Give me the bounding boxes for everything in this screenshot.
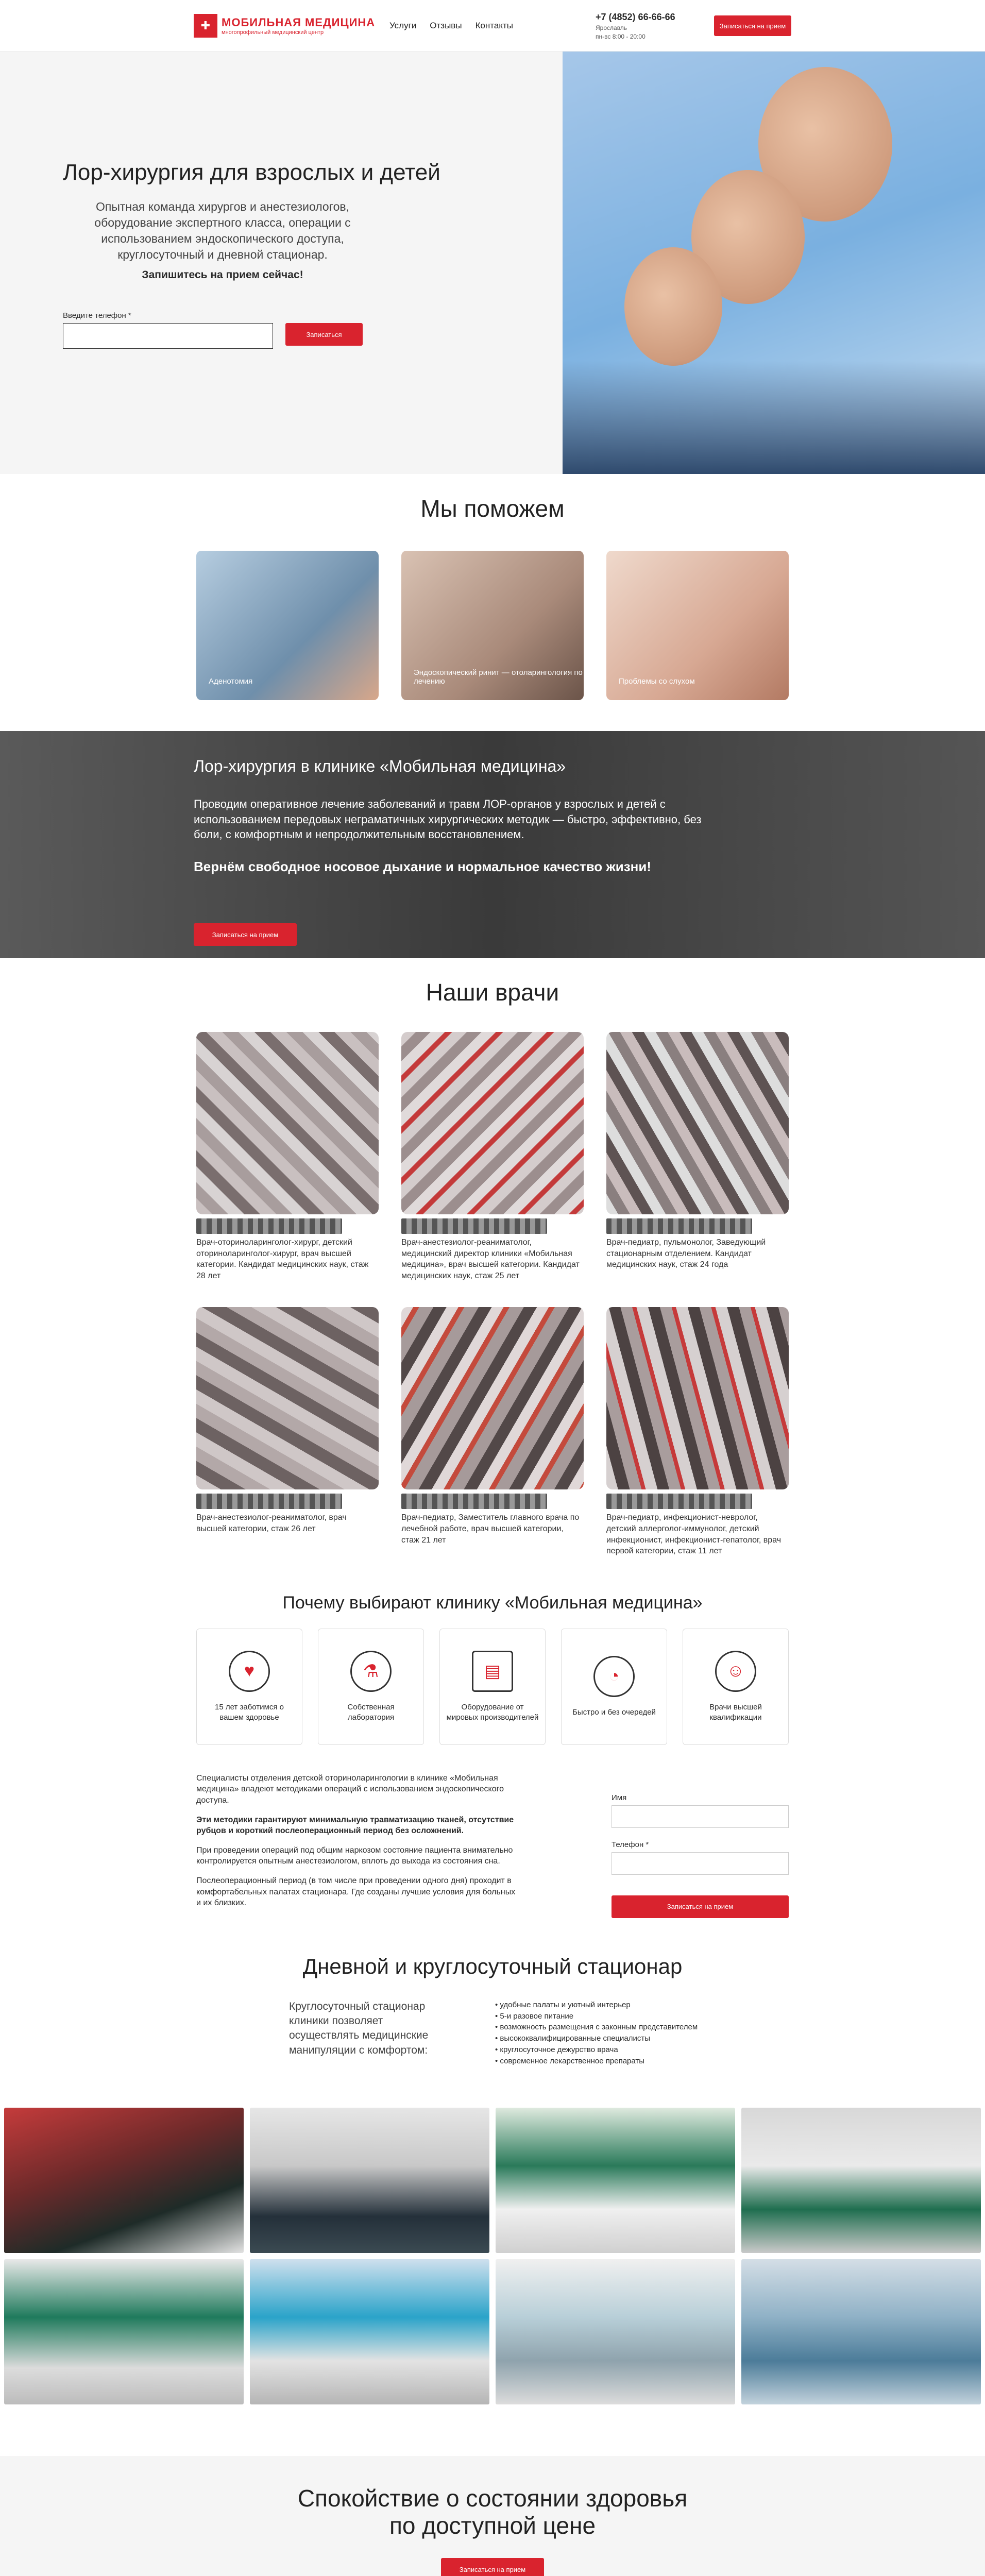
hero-section (0, 52, 985, 474)
doctor-photo (606, 1032, 789, 1214)
doctor-card[interactable] (196, 1307, 379, 1556)
help-card-label: Эндоскопический ринит — отоларингология по лечению (414, 668, 583, 686)
doctor-card[interactable] (606, 1307, 789, 1556)
logo-text: МОБИЛЬНАЯ МЕДИЦИНА (222, 16, 376, 29)
why-card-label: Собственная лаборатория (347, 1702, 395, 1722)
gallery-photo[interactable] (4, 2108, 244, 2253)
list-item: • удобные палаты и уютный интерьер (495, 1999, 698, 2011)
hero-lead: Опытная команда хирургов и анестезиологов, оборудование экспертного класса, операции с использованием эндоскопического доступа, круглосуточный и дневной стационар. (94, 200, 351, 262)
phone-label: Телефон * (612, 1840, 649, 1849)
prices-section (0, 2456, 985, 2576)
help-card-adenotomy[interactable] (196, 551, 379, 700)
gallery-photo[interactable] (250, 2108, 489, 2253)
site-header (0, 0, 985, 52)
why-card-equipment (439, 1629, 546, 1745)
gallery-photo[interactable] (496, 2259, 735, 2404)
doctor-card[interactable] (196, 1032, 379, 1281)
stationary-section (0, 1934, 985, 2426)
header-contacts (596, 11, 714, 41)
doctor-photo (401, 1307, 584, 1489)
surgery-title: Лор-хирургия в клинике «Мобильная медицина» (194, 757, 566, 775)
help-section (0, 474, 985, 731)
why-paragraph: При проведении операций под общим наркозом состояние пациента внимательно контролируется опытным анестезиологом, вплоть до выхода из состояния сна. (196, 1845, 513, 1866)
why-section (0, 1578, 985, 1934)
why-paragraph: Эти методики гарантируют минимальную травматизацию тканей, отсутствие рубцов и короткий послеоперационный период без осложнений. (196, 1815, 514, 1836)
why-card-doctors (683, 1629, 789, 1745)
help-card-hearing[interactable] (606, 551, 789, 700)
why-appointment-form (612, 1773, 789, 1918)
microscope-icon: ⚗ (350, 1651, 392, 1692)
list-item: • современное лекарственное препараты (495, 2056, 698, 2067)
stopwatch-icon: ◔ (593, 1656, 635, 1697)
doctor-desc: Врач-педиатр, инфекционист-невролог, детский аллерголог-иммунолог, детский инфекционист, инфекционист-гепатолог, врач первой категории, стаж 11 лет (606, 1513, 782, 1556)
hero-title: Лор-хирургия для взрослых и детей (63, 160, 440, 185)
help-title: Мы поможем (420, 495, 565, 522)
monitor-icon: ▤ (472, 1651, 513, 1692)
why-card-label: Оборудование от мировых производителей (446, 1702, 539, 1722)
doctor-name-blurred (401, 1218, 547, 1234)
stationary-lead: Круглосуточный стационар клиники позволяет осуществлять медицинские манипуляции с комфортом: (289, 2000, 429, 2056)
doctor-name-blurred (606, 1218, 752, 1234)
doctor-desc: Врач-анестезиолог-реаниматолог, медицинский директор клиники «Мобильная медицина», врач высшей категории. Кандидат медицинских наук, стаж 25 лет (401, 1238, 580, 1280)
phone-field[interactable] (612, 1852, 789, 1875)
surgery-bold-text: Вернём свободное носовое дыхание и нормальное качество жизни! (194, 859, 651, 875)
gallery-photo[interactable] (4, 2259, 244, 2404)
list-item: • 5-и разовое питание (495, 2011, 698, 2022)
doctor-card[interactable] (401, 1307, 584, 1556)
why-submit-button[interactable]: Записаться на прием (612, 1895, 789, 1918)
header-phone[interactable]: +7 (4852) 66-66-66 (596, 11, 675, 22)
doctor-desc: Врач-педиатр, Заместитель главного врача по лечебной работе, врач высшей категории, стаж 21 лет (401, 1513, 580, 1545)
logo[interactable] (194, 14, 389, 38)
doctor-photo (196, 1307, 379, 1489)
doctor-photo (401, 1032, 584, 1214)
list-item: • высококвалифицированные специалисты (495, 2033, 698, 2044)
gallery-photo[interactable] (741, 2108, 981, 2253)
doctor-name-blurred (401, 1494, 547, 1509)
stationary-list (495, 1999, 698, 2067)
gallery-photo[interactable] (250, 2259, 489, 2404)
why-paragraph: Специалисты отделения детской оториноларингологии в клинике «Мобильная медицина» владеют методиками операций с использованием эндоскопического доступа. (196, 1773, 504, 1805)
why-card-years (196, 1629, 302, 1745)
why-title: Почему выбирают клинику «Мобильная медицина» (282, 1592, 703, 1613)
surgery-text: Проводим оперативное лечение заболеваний и травм ЛОР-органов у взрослых и детей с использованием передовых неграматичных хирургических методик — быстро, эффективно, без боли, с комфортным и непродолжительным восстановлением. (194, 798, 702, 841)
hero-cta-text: Запишитесь на прием сейчас! (142, 269, 303, 281)
why-card-label: Врачи высшей квалификации (709, 1702, 762, 1722)
doctor-photo (196, 1032, 379, 1214)
surgery-appointment-button[interactable]: Записаться на прием (194, 923, 297, 946)
doctor-name-blurred (196, 1494, 342, 1509)
gallery-photo[interactable] (741, 2259, 981, 2404)
doctors-title: Наши врачи (426, 979, 559, 1006)
why-paragraph: Послеоперационный период (в том числе при проведении одного дня) проходит в комфортабельных палатах стационара. Где созданы лучшие условия для больных и их близких. (196, 1876, 516, 1908)
logo-cross-icon: ✚ (194, 14, 217, 38)
header-hours: пн-вс 8:00 - 20:00 (596, 32, 646, 40)
main-nav (389, 21, 596, 31)
doctor-card[interactable] (401, 1032, 584, 1281)
surgery-banner (0, 731, 985, 958)
why-card-fast (561, 1629, 667, 1745)
help-card-label: Проблемы со слухом (619, 677, 695, 686)
doctor-name-blurred (196, 1218, 342, 1234)
help-card-rhinitis[interactable] (401, 551, 584, 700)
nav-item-reviews[interactable]: Отзывы (430, 21, 462, 30)
list-item: • круглосуточное дежурство врача (495, 2044, 698, 2056)
stationary-title: Дневной и круглосуточный стационар (302, 1954, 683, 1978)
prices-top-appointment-button[interactable]: Записаться на прием (441, 2558, 544, 2576)
why-card-label: 15 лет заботимся о вашем здоровье (214, 1702, 284, 1722)
doctor-card[interactable] (606, 1032, 789, 1281)
hero-phone-input[interactable] (63, 323, 273, 349)
doctor-desc: Врач-педиатр, пульмонолог, Заведующий стационарным отделением. Кандидат медицинских наук, стаж 24 года (606, 1238, 766, 1269)
gallery-photo[interactable] (496, 2108, 735, 2253)
doctor-icon: ☺ (715, 1651, 756, 1692)
header-address: Ярославль (596, 24, 627, 31)
hero-phone-label: Введите телефон * (63, 311, 131, 320)
hero-submit-button[interactable]: Записаться (285, 323, 363, 346)
prices-title: Спокойствие о состоянии здоровья по доступной цене (297, 2485, 688, 2539)
doctor-photo (606, 1307, 789, 1489)
doctor-desc: Врач-анестезиолог-реаниматолог, врач высшей категории, стаж 26 лет (196, 1513, 347, 1533)
name-field[interactable] (612, 1805, 789, 1828)
hero-photo (563, 52, 985, 474)
doctor-desc: Врач-оториноларинголог-хирург, детский оториноларинголог-хирург, врач высшей категории. Кандидат медицинских наук, стаж 28 лет (196, 1238, 369, 1280)
doctor-name-blurred (606, 1494, 752, 1509)
heart-hands-icon: ♥ (229, 1651, 270, 1692)
why-card-lab (318, 1629, 424, 1745)
header-appointment-button[interactable]: Записаться на прием (714, 15, 791, 36)
nav-item-contacts[interactable]: Контакты (475, 21, 513, 30)
name-label: Имя (612, 1793, 627, 1802)
help-card-label: Аденотомия (209, 677, 253, 686)
list-item: • возможность размещения с законным представителем (495, 2022, 698, 2033)
doctors-section (0, 958, 985, 1578)
nav-item-services[interactable]: Услуги (389, 21, 417, 30)
logo-subtitle: многопрофильный медицинский центр (222, 29, 324, 36)
why-card-label: Быстро и без очередей (572, 1707, 656, 1717)
clinic-gallery (0, 2108, 985, 2404)
why-text (196, 1773, 516, 1918)
